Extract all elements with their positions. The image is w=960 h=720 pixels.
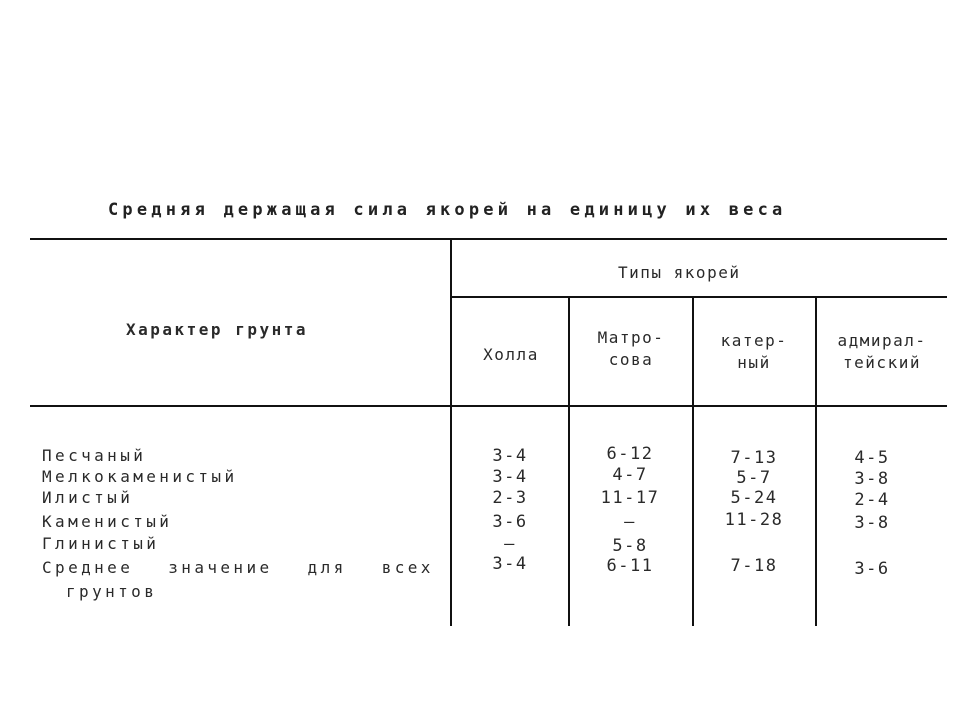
cell: 4-7 [612,465,648,485]
column-divider-2 [692,296,694,626]
cell [699,532,809,556]
column-divider-main [450,238,452,626]
header-col-admiralty-line1: адмирал- [837,331,927,350]
cell: 3-8 [854,513,890,533]
row-label-average-line2: грунтов [66,582,158,601]
table-top-rule [30,238,947,240]
cell: 2-3 [492,488,528,508]
values-col-matrosov [575,442,685,578]
header-col-holl [458,344,564,366]
row-label-clay: Глинистый [42,534,160,553]
cell: 3-4 [492,554,528,574]
cell: 7-18 [730,556,778,576]
values-col-admiralty [817,446,927,581]
header-anchor-types: Типы якорей [618,263,741,282]
row-label-sandy: Песчаный [42,446,147,465]
row-label-fine-stone: Мелкокаменистый [42,467,238,486]
row-label-silty: Илистый [42,488,134,507]
values-col-holl [455,444,565,576]
cell: 2-4 [854,490,890,510]
column-divider-1 [568,296,570,626]
row-labels [42,444,442,604]
cell: 5-7 [736,468,772,488]
header-col-boat [697,330,811,374]
header-group-rule [452,296,947,298]
header-col-boat-line2: ный [737,353,771,372]
cell: — [504,534,516,554]
header-col-matrosov-line1: Матро- [597,328,665,347]
header-col-matrosov-line2: сова [608,350,654,369]
header-col-boat-line1: катер- [720,331,788,350]
cell: 7-13 [730,448,778,468]
cell: 3-4 [492,467,528,487]
cell: 6-12 [606,444,654,464]
header-col-matrosov [574,327,688,371]
cell [817,535,927,559]
cell: 4-5 [854,448,890,468]
values-col-boat [699,446,809,578]
cell: 5-24 [730,488,778,508]
header-bottom-rule [30,405,947,407]
header-col-admiralty [820,330,944,374]
cell: 11-28 [724,510,784,530]
row-label-stony: Каменистый [42,512,173,531]
cell: 3-6 [492,512,528,532]
row-label-average: Среднее значение для всех [42,558,434,577]
header-col-admiralty-line2: тейский [843,353,921,372]
cell: 3-4 [492,446,528,466]
header-col-holl-line1: Холла [483,345,539,364]
cell: — [624,512,636,532]
header-ground-type: Характер грунта [126,320,308,339]
table-caption: Средняя держащая сила якорей на единицу их веса [108,200,787,220]
cell: 3-6 [854,559,890,579]
cell: 5-8 [612,536,648,556]
cell: 3-8 [854,469,890,489]
cell: 6-11 [606,556,654,576]
cell: 11-17 [600,488,660,508]
